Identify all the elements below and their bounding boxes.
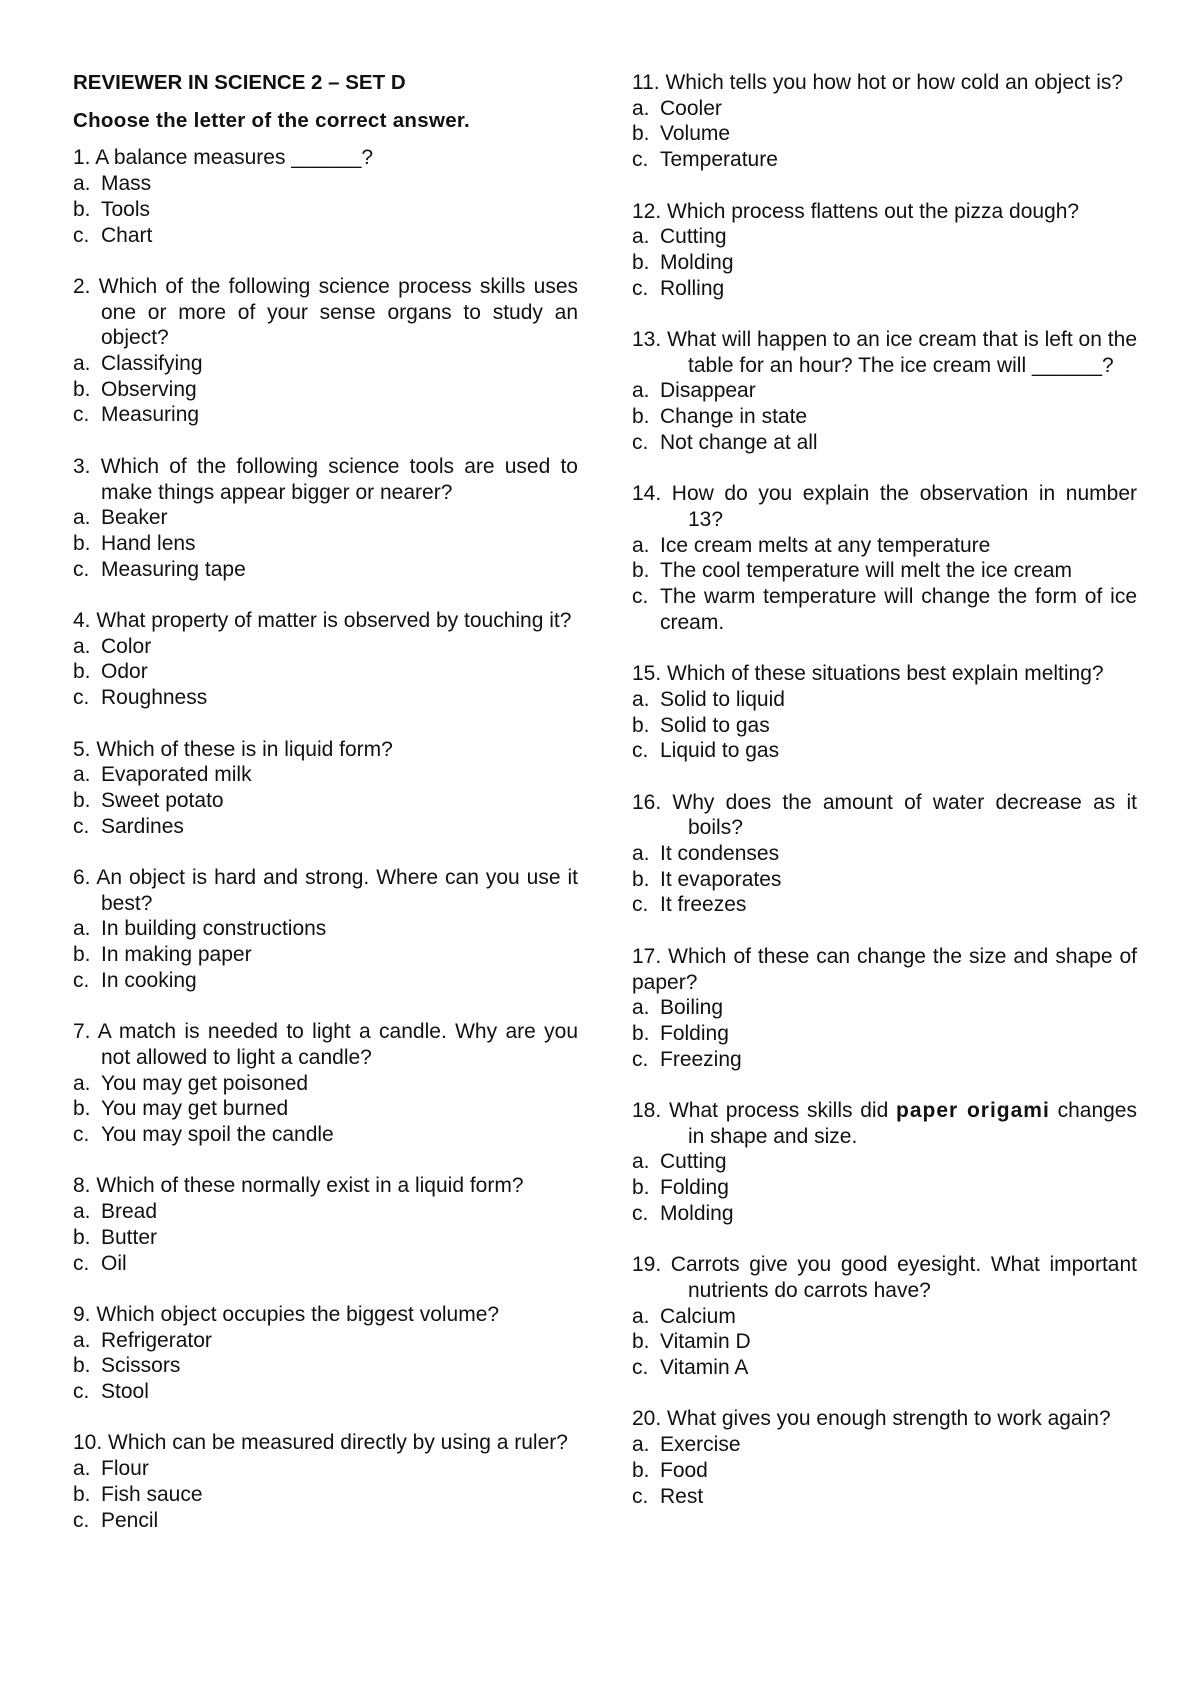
answer-option bbox=[632, 1047, 1137, 1073]
answer-option bbox=[73, 1071, 578, 1097]
option-text: Freezing bbox=[660, 1047, 742, 1071]
question-stem: 16. Why does the amount of water decrease as it boils? bbox=[632, 790, 1137, 840]
option-text: Folding bbox=[660, 1021, 729, 1045]
option-letter: a. bbox=[73, 1200, 91, 1224]
answer-option bbox=[632, 1484, 1137, 1510]
option-text: Vitamin A bbox=[660, 1356, 749, 1380]
option-letter: c. bbox=[632, 739, 649, 763]
option-text: Solid to liquid bbox=[660, 687, 785, 711]
option-text: Fish sauce bbox=[101, 1482, 203, 1506]
question-stem: 2. Which of the following science process skills uses one or more of your sense organs to study an object? bbox=[73, 274, 578, 350]
option-text: In cooking bbox=[101, 968, 197, 992]
option-text: You may spoil the candle bbox=[101, 1123, 334, 1147]
option-text: Observing bbox=[101, 377, 197, 401]
answer-option bbox=[73, 1328, 578, 1354]
answer-option bbox=[73, 788, 578, 814]
answer-option bbox=[632, 892, 1137, 918]
option-letter: b. bbox=[73, 1482, 91, 1506]
question-stem: 9. Which object occupies the biggest volume? bbox=[73, 1302, 500, 1326]
option-text: The warm temperature will change the form of ice cream. bbox=[660, 585, 1137, 634]
option-letter: b. bbox=[632, 1021, 650, 1045]
right-column bbox=[632, 70, 1137, 1535]
option-text: Exercise bbox=[660, 1433, 741, 1457]
answer-option bbox=[73, 1251, 578, 1277]
option-text: Scissors bbox=[101, 1354, 181, 1378]
option-text: Disappear bbox=[660, 379, 756, 403]
option-letter: c. bbox=[73, 686, 90, 710]
question-stem: 5. Which of these is in liquid form? bbox=[73, 737, 393, 761]
answer-option bbox=[632, 96, 1137, 122]
option-text: Rest bbox=[660, 1484, 704, 1508]
option-text: Mass bbox=[101, 172, 152, 196]
answer-option bbox=[632, 738, 1137, 764]
question-18 bbox=[632, 1098, 1137, 1227]
question-stem: 8. Which of these normally exist in a liquid form? bbox=[73, 1174, 524, 1198]
option-letter: a. bbox=[632, 996, 650, 1020]
option-letter: c. bbox=[73, 1251, 90, 1275]
option-text: Change in state bbox=[660, 405, 808, 429]
option-letter: b. bbox=[632, 559, 650, 583]
option-text: Butter bbox=[101, 1225, 158, 1249]
question-11 bbox=[632, 70, 1137, 173]
question-14 bbox=[632, 481, 1137, 635]
question-stem-text: 18. What process skills did bbox=[632, 1099, 889, 1123]
question-stem-emphasis: paper origami bbox=[896, 1099, 1050, 1123]
option-letter: b. bbox=[632, 1458, 650, 1482]
option-letter: a. bbox=[73, 1328, 91, 1352]
answer-option bbox=[73, 351, 578, 377]
question-stem: 13. What will happen to an ice cream that is left on the table for an hour? The ice cream will ______? bbox=[632, 328, 1137, 377]
option-letter: a. bbox=[632, 533, 650, 557]
option-text: You may get burned bbox=[101, 1097, 289, 1121]
option-letter: a. bbox=[632, 1150, 650, 1174]
question-9 bbox=[73, 1302, 578, 1405]
answer-option bbox=[73, 197, 578, 223]
option-letter: b. bbox=[632, 867, 650, 891]
option-text: Sweet potato bbox=[101, 788, 224, 812]
answer-option bbox=[73, 1199, 578, 1225]
option-text: Cooler bbox=[660, 96, 722, 120]
option-text: Volume bbox=[660, 122, 731, 146]
option-text: Pencil bbox=[101, 1508, 159, 1532]
option-letter: a. bbox=[632, 687, 650, 711]
option-text: Food bbox=[660, 1458, 708, 1482]
question-15 bbox=[632, 661, 1137, 764]
question-8 bbox=[73, 1173, 578, 1276]
answer-option bbox=[632, 584, 1137, 635]
option-letter: c. bbox=[73, 403, 90, 427]
option-text: Not change at all bbox=[660, 430, 818, 454]
option-letter: b. bbox=[73, 377, 91, 401]
answer-option bbox=[632, 1304, 1137, 1330]
answer-option bbox=[73, 1096, 578, 1122]
option-letter: c. bbox=[73, 1508, 90, 1532]
option-letter: c. bbox=[73, 814, 90, 838]
answer-option bbox=[73, 762, 578, 788]
option-text: Liquid to gas bbox=[660, 739, 780, 763]
option-letter: c. bbox=[632, 585, 649, 609]
question-4 bbox=[73, 608, 578, 711]
instructions: Choose the letter of the correct answer. bbox=[73, 108, 471, 132]
answer-option bbox=[73, 916, 578, 942]
question-5 bbox=[73, 737, 578, 840]
answer-option bbox=[73, 942, 578, 968]
option-letter: a. bbox=[73, 763, 91, 787]
option-letter: a. bbox=[632, 96, 650, 120]
option-letter: c. bbox=[632, 893, 649, 917]
question-stem: 17. Which of these can change the size and shape of paper? bbox=[632, 944, 1137, 994]
option-text: Sardines bbox=[101, 814, 184, 838]
question-16 bbox=[632, 790, 1137, 919]
option-text: Measuring tape bbox=[101, 557, 246, 581]
option-text: Measuring bbox=[101, 403, 200, 427]
answer-option bbox=[632, 121, 1137, 147]
answer-option bbox=[73, 402, 578, 428]
option-letter: b. bbox=[73, 1225, 91, 1249]
answer-option bbox=[632, 1149, 1137, 1175]
question-stem: 10. Which can be measured directly by using a ruler? bbox=[73, 1431, 568, 1455]
answer-option bbox=[632, 378, 1137, 404]
option-letter: c. bbox=[632, 1356, 649, 1380]
option-text: Oil bbox=[101, 1251, 127, 1275]
option-letter: b. bbox=[632, 713, 650, 737]
option-text: In building constructions bbox=[101, 917, 327, 941]
answer-option bbox=[73, 557, 578, 583]
option-letter: a. bbox=[632, 225, 650, 249]
option-letter: a. bbox=[632, 379, 650, 403]
option-letter: a. bbox=[73, 352, 91, 376]
question-1 bbox=[73, 145, 578, 248]
option-letter: c. bbox=[73, 968, 90, 992]
answer-option bbox=[73, 634, 578, 660]
answer-option bbox=[73, 1379, 578, 1405]
question-stem: 3. Which of the following science tools are used to make things appear bigger or nearer? bbox=[73, 454, 578, 504]
option-letter: a. bbox=[73, 172, 91, 196]
option-letter: c. bbox=[73, 1123, 90, 1147]
option-letter: a. bbox=[73, 1457, 91, 1481]
answer-option bbox=[73, 968, 578, 994]
answer-option bbox=[632, 1329, 1137, 1355]
option-text: Solid to gas bbox=[660, 713, 770, 737]
option-text: Vitamin D bbox=[660, 1330, 751, 1354]
option-text: The cool temperature will melt the ice cream bbox=[660, 559, 1072, 583]
question-stem: 20. What gives you enough strength to work again? bbox=[632, 1407, 1111, 1431]
question-stem: 12. Which process flattens out the pizza dough? bbox=[632, 199, 1080, 223]
option-text: Flour bbox=[101, 1457, 149, 1481]
option-text: Hand lens bbox=[101, 531, 196, 555]
question-stem: 11. Which tells you how hot or how cold an object is? bbox=[632, 71, 1124, 94]
question-stem: 1. A balance measures ______? bbox=[73, 146, 374, 170]
option-letter: c. bbox=[73, 223, 90, 247]
answer-option bbox=[632, 276, 1137, 302]
option-letter: b. bbox=[632, 1176, 650, 1200]
question-2 bbox=[73, 274, 578, 428]
answer-option bbox=[73, 1456, 578, 1482]
option-letter: c. bbox=[632, 276, 649, 300]
option-text: Beaker bbox=[101, 506, 168, 530]
option-text: Tools bbox=[101, 197, 151, 221]
option-text: Ice cream melts at any temperature bbox=[660, 533, 991, 557]
answer-option bbox=[73, 1225, 578, 1251]
answer-option bbox=[73, 223, 578, 249]
answer-option bbox=[632, 558, 1137, 584]
answer-option bbox=[632, 430, 1137, 456]
option-letter: b. bbox=[632, 1330, 650, 1354]
option-letter: a. bbox=[73, 634, 91, 658]
option-letter: b. bbox=[632, 405, 650, 429]
answer-option bbox=[632, 1175, 1137, 1201]
option-text: Cutting bbox=[660, 1150, 727, 1174]
question-stem bbox=[632, 1098, 1137, 1149]
option-letter: b. bbox=[632, 250, 650, 274]
option-text: Roughness bbox=[101, 686, 208, 710]
option-letter: a. bbox=[632, 1304, 650, 1328]
document-title: REVIEWER IN SCIENCE 2 – SET D bbox=[73, 71, 406, 94]
option-letter: b. bbox=[73, 1097, 91, 1121]
question-stem: 7. A match is needed to light a candle. Why are you not allowed to light a candle? bbox=[73, 1020, 578, 1069]
question-6 bbox=[73, 865, 578, 994]
option-text: Color bbox=[101, 634, 152, 658]
answer-option bbox=[73, 531, 578, 557]
option-text: Bread bbox=[101, 1200, 158, 1224]
answer-option bbox=[632, 1458, 1137, 1484]
question-stem-text: changes in shape and size. bbox=[688, 1099, 1137, 1148]
answer-option bbox=[73, 377, 578, 403]
answer-option bbox=[73, 171, 578, 197]
question-stem: 6. An object is hard and strong. Where can you use it best? bbox=[73, 866, 578, 915]
option-text: Classifying bbox=[101, 352, 203, 376]
option-text: Folding bbox=[660, 1176, 729, 1200]
answer-option bbox=[73, 1482, 578, 1508]
answer-option bbox=[632, 867, 1137, 893]
option-letter: c. bbox=[73, 1380, 90, 1404]
answer-option bbox=[632, 250, 1137, 276]
option-text: Molding bbox=[660, 250, 734, 274]
option-letter: a. bbox=[73, 917, 91, 941]
answer-option bbox=[632, 687, 1137, 713]
answer-option bbox=[73, 1508, 578, 1534]
answer-option bbox=[632, 1355, 1137, 1381]
option-text: It condenses bbox=[660, 842, 780, 866]
option-text: Cutting bbox=[660, 225, 727, 249]
answer-option bbox=[632, 995, 1137, 1021]
option-letter: b. bbox=[73, 1354, 91, 1378]
option-text: Refrigerator bbox=[101, 1328, 212, 1352]
question-7 bbox=[73, 1019, 578, 1148]
option-letter: b. bbox=[73, 197, 91, 221]
question-13 bbox=[632, 327, 1137, 456]
answer-option bbox=[632, 841, 1137, 867]
option-letter: c. bbox=[632, 148, 649, 172]
answer-option bbox=[73, 814, 578, 840]
answer-option bbox=[73, 1353, 578, 1379]
answer-option bbox=[632, 713, 1137, 739]
question-20 bbox=[632, 1406, 1137, 1509]
option-letter: b. bbox=[73, 788, 91, 812]
option-letter: c. bbox=[632, 1047, 649, 1071]
option-text: Temperature bbox=[660, 148, 778, 172]
option-letter: c. bbox=[632, 430, 649, 454]
answer-option bbox=[632, 147, 1137, 173]
question-stem: 15. Which of these situations best explain melting? bbox=[632, 662, 1104, 686]
answer-option bbox=[73, 659, 578, 685]
option-text: It freezes bbox=[660, 893, 747, 917]
question-17 bbox=[632, 944, 1137, 1073]
option-text: Odor bbox=[101, 660, 148, 684]
option-letter: c. bbox=[632, 1201, 649, 1225]
question-3 bbox=[73, 454, 578, 583]
answer-option bbox=[632, 224, 1137, 250]
option-text: Calcium bbox=[660, 1304, 736, 1328]
option-text: Rolling bbox=[660, 276, 725, 300]
question-12 bbox=[632, 199, 1137, 302]
option-text: Evaporated milk bbox=[101, 763, 252, 787]
option-text: Stool bbox=[101, 1380, 149, 1404]
answer-option bbox=[632, 1021, 1137, 1047]
answer-option bbox=[632, 1432, 1137, 1458]
answer-option bbox=[632, 533, 1137, 559]
option-letter: a. bbox=[73, 506, 91, 530]
option-text: It evaporates bbox=[660, 867, 782, 891]
question-stem: 14. How do you explain the observation in number 13? bbox=[632, 482, 1137, 531]
option-text: You may get poisoned bbox=[101, 1071, 309, 1095]
question-19 bbox=[632, 1252, 1137, 1381]
answer-option bbox=[632, 1201, 1137, 1227]
answer-option bbox=[73, 1122, 578, 1148]
option-text: Chart bbox=[101, 223, 153, 247]
question-10 bbox=[73, 1430, 578, 1533]
answer-option bbox=[73, 505, 578, 531]
option-letter: a. bbox=[632, 1433, 650, 1457]
question-stem: 4. What property of matter is observed by touching it? bbox=[73, 609, 572, 633]
option-text: Molding bbox=[660, 1201, 734, 1225]
left-column bbox=[73, 70, 578, 1559]
option-letter: a. bbox=[632, 842, 650, 866]
option-letter: b. bbox=[73, 531, 91, 555]
option-text: Boiling bbox=[660, 996, 724, 1020]
option-letter: a. bbox=[73, 1071, 91, 1095]
answer-option bbox=[632, 404, 1137, 430]
option-letter: b. bbox=[632, 122, 650, 146]
answer-option bbox=[73, 685, 578, 711]
option-letter: c. bbox=[73, 557, 90, 581]
option-text: In making paper bbox=[101, 943, 252, 967]
option-letter: b. bbox=[73, 943, 91, 967]
option-letter: c. bbox=[632, 1484, 649, 1508]
option-letter: b. bbox=[73, 660, 91, 684]
question-stem: 19. Carrots give you good eyesight. What important nutrients do carrots have? bbox=[632, 1253, 1137, 1302]
